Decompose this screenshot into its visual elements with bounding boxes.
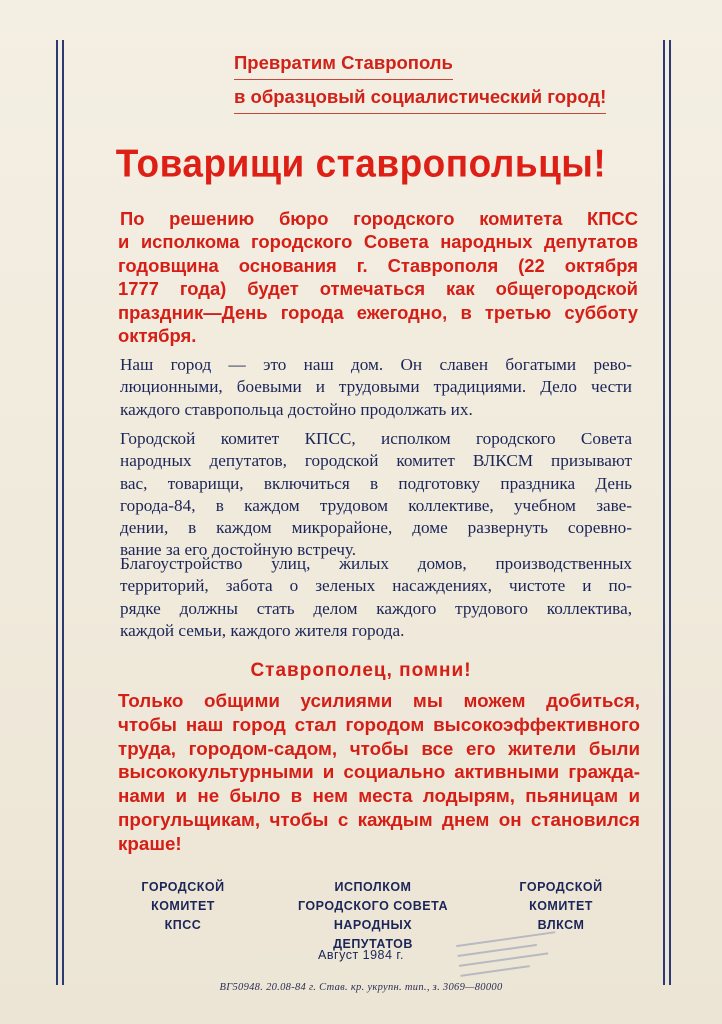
signatory-line: КПСС [164,918,202,932]
body-line: вас, товарищи, включиться в подготовку праздника День [120,473,632,493]
appeal-line: высококультурными и социально активными гражда- [118,761,640,783]
appeal-line: Только общими усилиями мы можем добиться, [118,690,640,711]
signatory-executive-committee [293,878,453,954]
signatory-line: ГОРОДСКОЙ КОМИТЕТ [519,880,603,913]
body-paragraph-3 [120,553,632,642]
body-line: дении, в каждом микрорайоне, доме развернуть соревно- [120,518,632,538]
body-line: каждой семьи, каждого жителя города. [120,620,405,640]
signatory-line: ВЛКСМ [537,918,585,932]
remember-heading: Ставрополец, помни! [250,660,472,681]
body-paragraph-2 [120,428,632,562]
signatory-line: НАРОДНЫХ ДЕПУТАТОВ [333,918,413,951]
body-line: Благоустройство улиц, жилых домов, производственных [120,554,632,573]
date-line: Август 1984 г. [318,948,404,962]
decision-line: и исполкома городского Совета народных депутатов [118,231,638,253]
slogan-line-2: в образцовый социалистический город! [234,82,606,114]
body-line: рядке должны стать делом каждого трудового коллектива, [120,598,632,618]
signatory-line: ИСПОЛКОМ [334,880,412,894]
body-line: вание за его достойную встречу. [120,540,357,560]
body-line: каждого ставропольца достойно продолжать их. [120,399,473,419]
decision-line: годовщина основания г. Ставрополя (22 октября [118,254,638,276]
body-line: народных депутатов, городской комитет ВЛКСМ призывают [120,451,632,471]
signatory-komsomol-committee [486,878,636,935]
body-line: территорий, забота о зеленых насаждениях, чистоте и по- [120,576,632,596]
decision-line: 1777 года) будет отмечаться как общегородской [118,278,638,300]
decision-paragraph [118,207,638,347]
body-line: Городской комитет КПСС, исполком городского Совета [120,429,632,448]
appeal-line: нами и не было в нем места лодырям, пьяницам и [118,785,640,807]
appeal-line: прогульщикам, чтобы с каждым днем он становился [118,808,640,830]
slogan-line-1: Превратим Ставрополь [234,48,453,80]
appeal-line: чтобы наш город стал городом высокоэффективного [118,713,640,735]
appeal-line: краше! [118,832,182,854]
signatory-party-committee [108,878,258,935]
appeal-paragraph [118,689,640,856]
print-imprint: ВГ50948. 20.08-84 г. Став. кр. укрупн. тип., з. 3069—80000 [219,982,503,993]
body-line: люционными, боевыми и трудовыми традициями. Дело чести [120,377,632,397]
page-title: Товарищи ставропольцы! [115,141,607,185]
decision-line: По решению бюро городского комитета КПСС [120,208,638,229]
body-paragraph-1 [120,354,632,421]
decision-line: октября. [118,325,197,347]
signatory-line: ГОРОДСКОЙ КОМИТЕТ [141,880,225,913]
decision-line: праздник—День города ежегодно, в третью субботу [118,301,638,323]
signatory-line: ГОРОДСКОГО СОВЕТА [298,899,448,913]
slogan [234,48,606,114]
body-line: Наш город — это наш дом. Он славен богатыми рево- [120,355,632,374]
appeal-line: труда, городом-садом, чтобы все его жители были [118,737,640,759]
body-line: города-84, в каждом трудовом коллективе, учебном заве- [120,495,632,515]
